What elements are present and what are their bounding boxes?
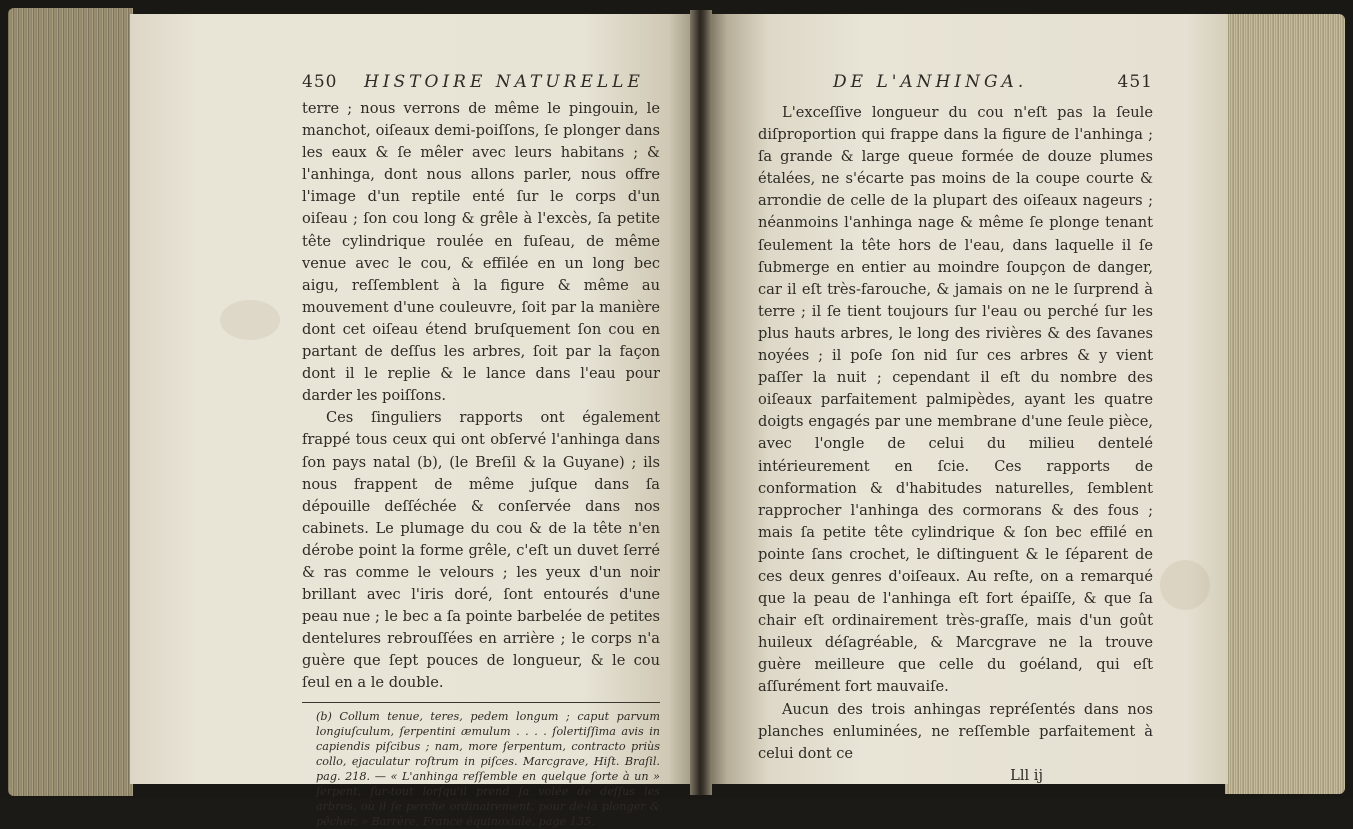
right-page-body [758, 102, 1153, 765]
paper-stain [1160, 560, 1210, 610]
paragraph: Ces ſinguliers rapports ont également frappé tous ceux qui ont obſervé l'anhinga dans ſon pays natal (b), (le Breſil & la Guyane) ; ils nous frappent de même juſque dans ſa dépouille deſſéchée & conſervée dans nos cabinets. Le plumage du cou & de la tête n'en dérobe point la forme grêle, c'eſt un duvet ſerré & ras comme le velours ; les yeux d'un noir brillant avec l'iris doré, ſont entourés d'une peau nue ; le bec a ſa pointe barbelée de petites dentelures rebrouſſées en arrière ; le corps n'a guère que ſept pouces de longueur, & le cou ſeul en a le double. [302, 409, 660, 692]
page-number-right: 451 [1117, 72, 1153, 92]
footnote: (b) Collum tenue, teres, pedem longum ; caput parvum longiuſculum, ſerpentini æmulum . . . . ſolertiſſima avis in capiendis piſcibus ; nam, more ſerpentum, contracto priùs collo, ejaculatur roſtrum in piſces. Marcgrave, Hiſt. Braſil. pag. 218. — « L'anhinga reſſemble en quelque ſorte à un » ſerpent, ſur-tout lorſqu'il prend ſa volée de deſſus les arbres, où il ſe perche ordinairement, pour de-là plonger & pêcher. » Barrère, France équinoxiale, page 135. [316, 709, 660, 828]
left-page-header [302, 60, 660, 90]
left-page-text-column [302, 60, 660, 829]
right-page-header [758, 60, 1153, 90]
running-head-right: DE L'ANHINGA. [833, 72, 1028, 92]
left-page-block-edge [8, 8, 133, 796]
signature-mark: Lll ij [1010, 766, 1043, 784]
paragraph: terre ; nous verrons de même le pingouin, le manchot, oiſeaux demi-poiſſons, ſe plonger dans les eaux & ſe mêler avec leurs habitans ; & l'anhinga, dont nous allons parler, nous offre l'image d'un reptile enté ſur le corps d'un oiſeau ; ſon cou long & grêle à l'excès, ſa petite tête cylindrique roulée en fuſeau, de même venue avec le cou, & effilée en un long bec aigu, reſſemblent à la figure & même au mouvement d'une couleuvre, ſoit par la manière dont cet oiſeau étend bruſquement ſon cou en partant de deſſus les arbres, ſoit par la façon dont il le replie & le lance dans l'eau pour darder les poiſſons. [302, 100, 660, 405]
right-page-text-column [758, 60, 1153, 784]
footnote-rule [302, 702, 660, 703]
right-page-block-edge [1225, 14, 1345, 794]
paragraph: Aucun des trois anhingas repréſentés dans nos planches enluminées, ne reſſemble parfaitement à celui dont ce [758, 700, 1153, 762]
page-number-left: 450 [302, 72, 338, 92]
left-page-body [302, 98, 660, 695]
book-gutter [690, 10, 712, 795]
running-head-left: HISTOIRE NATURELLE [364, 72, 644, 92]
paper-stain [220, 300, 280, 340]
paragraph: L'exceſſive longueur du cou n'eſt pas la ſeule diſproportion qui frappe dans la figure de l'anhinga ; ſa grande & large queue formée de douze plumes étalées, ne s'écarte pas moins de la coupe courte & arrondie de celle de la plupart des oiſeaux nageurs ; néanmoins l'anhinga nage & même ſe plonge tenant ſeulement la tête hors de l'eau, dans laquelle il ſe ſubmerge en entier au moindre ſoupçon de danger, car il eſt très-farouche, & jamais on ne le ſurprend à terre ; il ſe tient toujours ſur l'eau ou perché ſur les plus hauts arbres, le long des rivières & des ſavanes noyées ; il poſe ſon nid ſur ces arbres & y vient paſſer la nuit ; cependant il eſt du nombre des oiſeaux parfaitement palmipèdes, ayant les quatre doigts engagés par une membrane d'une ſeule pièce, avec l'ongle de celui du milieu dentelé intérieurement en ſcie. Ces rapports de conformation & d'habitudes naturelles, ſemblent rapprocher l'anhinga des cormorans & des fous ; mais ſa petite tête cylindrique & ſon bec effilé en pointe ſans crochet, le diſtinguent & le ſéparent de ces deux genres d'oiſeaux. Au reſte, on a remarqué que la peau de l'anhinga eſt fort épaiſſe, & que ſa chair eſt ordinairement très-graſſe, mais d'un goût huileux déſagréable, & Marcgrave ne la trouve guère meilleure que celle du goéland, qui eſt aſſurément fort mauvaiſe. [758, 104, 1153, 696]
